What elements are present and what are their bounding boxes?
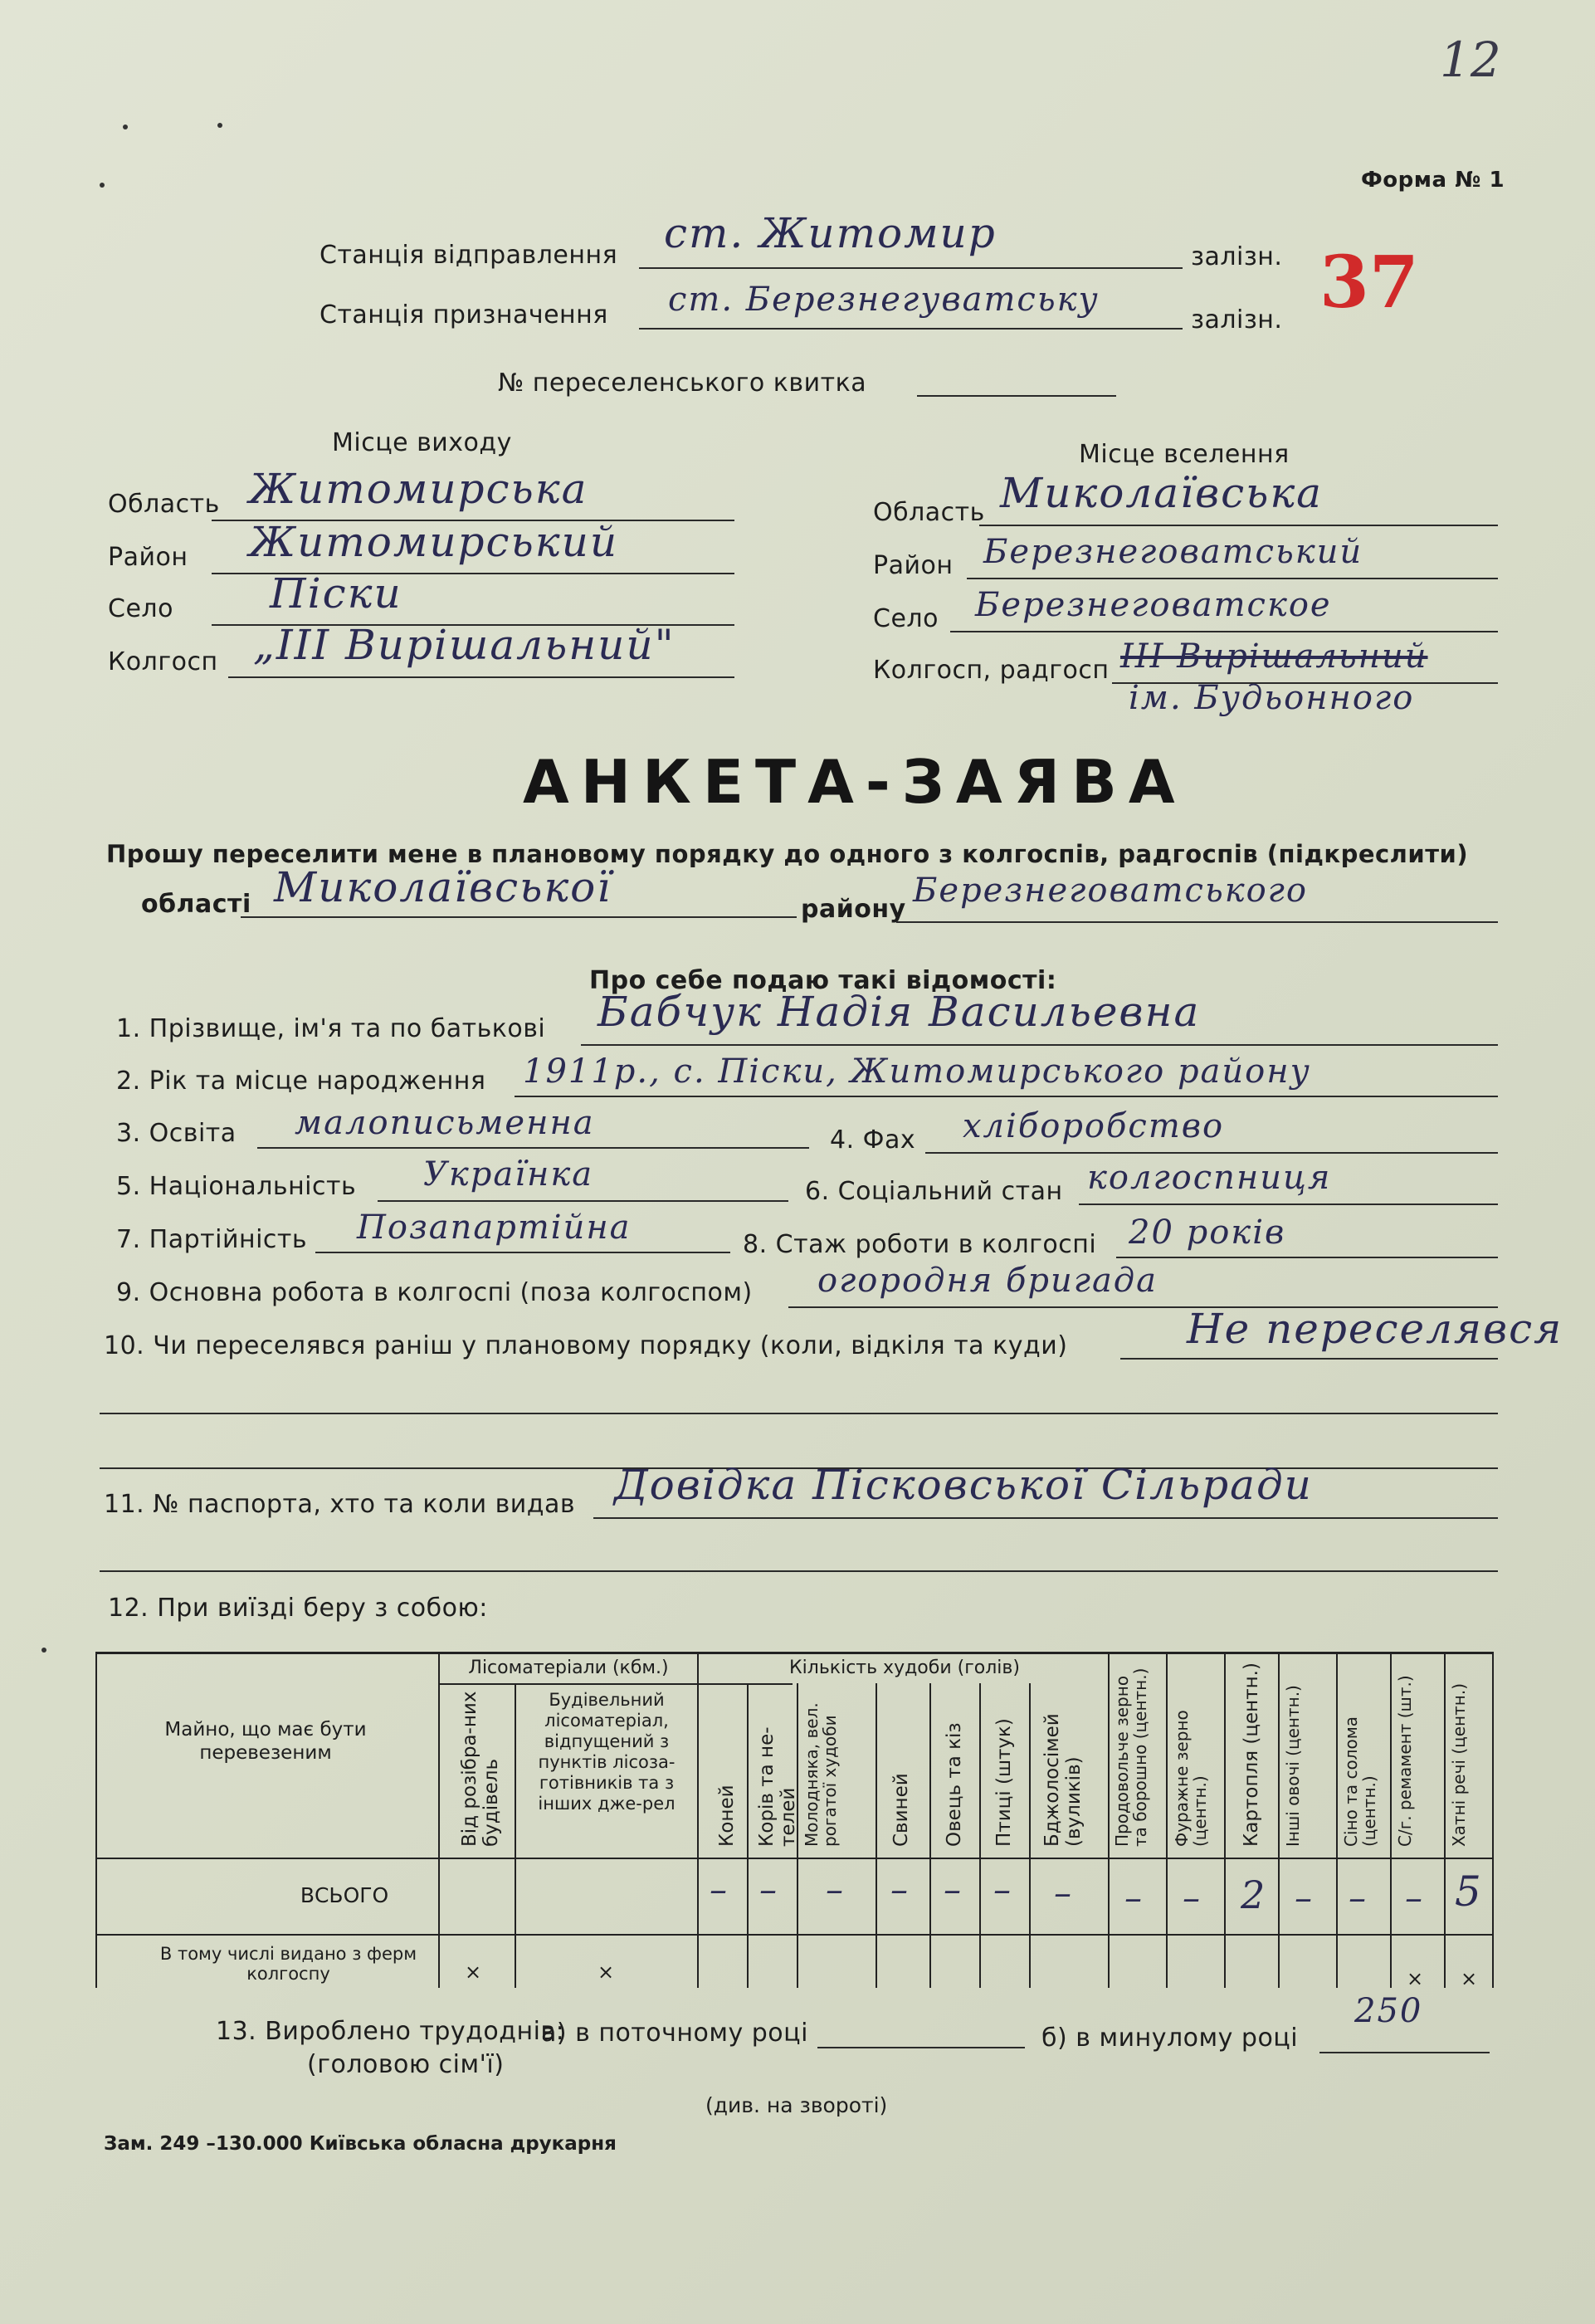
- total-cell: –: [1124, 1877, 1142, 1918]
- workdays-sub-label: (головою сім'ї): [307, 2050, 505, 2079]
- request-oblast-underline: [241, 916, 797, 918]
- total-cell: –: [759, 1869, 777, 1910]
- farm-cell: ×: [1460, 1967, 1478, 1990]
- field-8-value: 20 років: [1129, 1213, 1286, 1252]
- total-cell: –: [993, 1869, 1011, 1910]
- origin-kolhosp-underline: [228, 676, 734, 678]
- field-11-value: Довідка Пісковської Сільради: [614, 1461, 1313, 1509]
- field-9-value: огородня бригада: [817, 1262, 1158, 1300]
- col-header-horses: Коней: [716, 1784, 738, 1847]
- field-10-extra-line: [100, 1413, 1498, 1414]
- binder-hole: [41, 1648, 46, 1653]
- field-1-label: 1. Прізвище, ім'я та по батькові: [116, 1014, 546, 1043]
- total-cell: –: [1295, 1877, 1312, 1918]
- farm-cell: ×: [1406, 1967, 1424, 1990]
- field-3-value: малописьменна: [295, 1104, 595, 1142]
- departure-value: ст. Житомир: [664, 209, 997, 257]
- table-rule: [1278, 1652, 1280, 1988]
- group-timber-header: Лісоматеріали (кбм.): [468, 1658, 669, 1678]
- col-header-fodder: Фуражне зерно (центн.): [1172, 1710, 1210, 1847]
- belongings-table: [95, 1652, 1494, 1988]
- col-header-young-cattle: Молодняка, вел. рогатої худоби: [802, 1702, 840, 1847]
- total-cell: 2: [1241, 1872, 1266, 1917]
- form-title: АНКЕТА-ЗАЯВА: [523, 747, 1187, 817]
- origin-raion-value: Житомирський: [249, 518, 619, 566]
- row-farm-label: В тому числі видано з ферм колгоспу: [159, 1944, 417, 1984]
- field-6-value: колгоспниця: [1087, 1159, 1332, 1197]
- destination-raion-underline: [967, 578, 1498, 579]
- table-rule: [747, 1683, 749, 1988]
- request-raion-label: району: [801, 895, 906, 924]
- table-rule: [697, 1652, 699, 1988]
- workdays-previous-label: б) в минулому році: [1041, 2024, 1299, 2053]
- destination-underline: [639, 328, 1183, 330]
- field-1-underline: [581, 1044, 1498, 1046]
- group-cattle-header: Кількість худоби (голів): [789, 1658, 1020, 1678]
- field-8-underline: [1116, 1257, 1498, 1258]
- departure-rail-label: залізн.: [1191, 242, 1283, 271]
- table-rule: [95, 1934, 1494, 1936]
- farm-cell: ×: [464, 1960, 482, 1984]
- ticket-label: № переселенського квитка: [498, 369, 867, 398]
- table-rule: [1336, 1652, 1338, 1988]
- col-property-header: Майно, що має бути перевезеним: [164, 1719, 367, 1764]
- field-11-underline: [593, 1517, 1498, 1519]
- destination-label: Станція призначення: [319, 300, 608, 330]
- table-rule: [95, 1858, 1494, 1859]
- destination-heading: Місце вселення: [1079, 440, 1290, 469]
- destination-value: ст. Березнегуватську: [668, 281, 1100, 319]
- origin-kolhosp-label: Колгосп: [108, 647, 218, 676]
- destination-kolhosp-label: Колгосп, радгосп: [873, 656, 1110, 685]
- page-number: 12: [1440, 32, 1501, 88]
- request-oblast-value: Миколаївської: [274, 863, 612, 911]
- table-rule: [1108, 1652, 1110, 1988]
- total-cell: –: [944, 1869, 961, 1910]
- origin-kolhosp-value: „III Вирішальний": [253, 621, 676, 669]
- see-back-note: (див. на звороті): [705, 2093, 888, 2117]
- total-cell: –: [1349, 1877, 1366, 1918]
- field-5-label: 5. Національність: [116, 1172, 357, 1201]
- workdays-current-underline: [817, 2047, 1025, 2048]
- field-3-underline: [257, 1147, 809, 1149]
- col-header-vegetables: Інші овочі (центн.): [1283, 1685, 1303, 1847]
- col-header-dismantled: Від розібра-них будівель: [459, 1691, 502, 1847]
- table-rule: [1444, 1652, 1446, 1988]
- total-cell: –: [1405, 1877, 1422, 1918]
- col-header-poultry: Птиці (штук): [993, 1718, 1015, 1847]
- origin-oblast-value: Житомирська: [249, 465, 588, 513]
- table-rule: [1224, 1652, 1226, 1988]
- destination-kolhosp-value: ім. Будьонного: [1129, 679, 1415, 717]
- ticket-underline: [917, 395, 1116, 397]
- field-11-label: 11. № паспорта, хто та коли видав: [104, 1490, 576, 1519]
- table-rule: [438, 1652, 440, 1988]
- destination-oblast-underline: [979, 525, 1498, 526]
- field-11-extra-line: [100, 1570, 1498, 1572]
- table-rule: [95, 1652, 1494, 1654]
- table-rule: [515, 1683, 516, 1988]
- table-rule: [1029, 1683, 1031, 1988]
- destination-rail-label: залізн.: [1191, 305, 1283, 334]
- table-rule: [876, 1683, 877, 1988]
- table-rule: [95, 1652, 97, 1988]
- field-5-value: Українка: [423, 1155, 594, 1194]
- destination-selo-underline: [950, 631, 1498, 632]
- origin-selo-label: Село: [108, 594, 173, 623]
- row-total-label: ВСЬОГО: [300, 1883, 389, 1907]
- field-7-underline: [315, 1252, 730, 1253]
- red-mark: 37: [1319, 241, 1419, 325]
- origin-raion-label: Район: [108, 543, 188, 572]
- field-10-underline: [1120, 1358, 1498, 1360]
- total-cell: –: [1054, 1872, 1071, 1913]
- destination-kolhosp-struck-value: III Вирішальний: [1120, 637, 1428, 676]
- col-header-equipment: С/г. ремамент (шт.): [1395, 1675, 1415, 1847]
- total-cell: –: [1183, 1877, 1200, 1918]
- field-7-value: Позапартійна: [357, 1208, 632, 1247]
- field-3-label: 3. Освіта: [116, 1119, 237, 1148]
- col-header-sheep: Овець та кіз: [944, 1722, 965, 1847]
- workdays-previous-value: 250: [1354, 1992, 1423, 2030]
- table-rule: [1390, 1652, 1392, 1988]
- field-8-label: 8. Стаж роботи в колгоспі: [743, 1230, 1097, 1259]
- farm-cell: ×: [597, 1960, 615, 1984]
- intro-line: Про себе подаю такі відомості:: [589, 966, 1057, 995]
- binder-hole: [217, 123, 222, 128]
- col-header-potatoes: Картопля (центн.): [1241, 1662, 1262, 1847]
- field-10-value: Не переселявся: [1187, 1305, 1563, 1353]
- origin-oblast-label: Область: [108, 490, 220, 519]
- workdays-label: 13. Вироблено трудоднів:: [216, 2017, 565, 2046]
- field-2-underline: [515, 1096, 1498, 1097]
- binder-hole: [100, 183, 105, 188]
- field-2-label: 2. Рік та місце народження: [116, 1067, 486, 1096]
- col-header-household: Хатні речі (центн.): [1449, 1682, 1469, 1847]
- field-12-label: 12. При виїзді беру з собою:: [108, 1594, 488, 1623]
- table-rule: [1492, 1652, 1494, 1988]
- total-cell: –: [710, 1869, 727, 1910]
- destination-oblast-label: Область: [873, 498, 985, 527]
- field-9-label: 9. Основна робота в колгоспі (поза колгоспом): [116, 1278, 753, 1307]
- field-6-underline: [1079, 1204, 1498, 1205]
- departure-underline: [639, 267, 1183, 269]
- col-header-hay: Сіно та солома (центн.): [1341, 1716, 1379, 1847]
- request-raion-value: Березнеговатського: [913, 872, 1308, 910]
- total-cell: –: [890, 1869, 908, 1910]
- request-oblast-label: області: [141, 890, 251, 919]
- table-rule: [440, 1683, 793, 1685]
- field-1-value: Бабчук Надія Васильевна: [598, 988, 1201, 1036]
- request-raion-underline: [896, 921, 1498, 923]
- field-4-underline: [925, 1152, 1498, 1154]
- col-header-beehives: Бджолосімей (вуликів): [1041, 1713, 1085, 1847]
- col-header-pigs: Свиней: [890, 1773, 912, 1847]
- departure-label: Станція відправлення: [319, 241, 618, 270]
- destination-raion-value: Березнеговатський: [983, 533, 1363, 571]
- total-cell: 5: [1455, 1868, 1481, 1916]
- table-rule: [929, 1683, 931, 1988]
- workdays-previous-underline: [1319, 2052, 1490, 2053]
- destination-selo-label: Село: [873, 604, 939, 633]
- field-6-label: 6. Соціальний стан: [805, 1177, 1063, 1206]
- field-5-underline: [378, 1200, 788, 1202]
- destination-oblast-value: Миколаївська: [1000, 469, 1323, 517]
- workdays-current-label: а) в поточному році: [541, 2019, 808, 2048]
- form-label: Форма № 1: [1361, 168, 1505, 193]
- destination-raion-label: Район: [873, 551, 954, 580]
- field-2-value: 1911р., с. Піски, Житомирського району: [523, 1052, 1311, 1091]
- table-rule: [979, 1683, 981, 1988]
- col-header-cows: Корів та не-телей: [756, 1726, 799, 1847]
- col-header-food-grain: Продовольче зерно та борошно (центн.): [1112, 1667, 1150, 1847]
- request-line: Прошу переселити мене в плановому порядку до одного з колгоспів, радгоспів (підкреслити): [106, 840, 1469, 868]
- field-4-value: хліборобство: [963, 1107, 1225, 1145]
- field-10-label: 10. Чи переселявся раніш у плановому порядку (коли, відкіля та куди): [104, 1331, 1068, 1360]
- field-7-label: 7. Партійність: [116, 1225, 308, 1254]
- origin-selo-value: Піски: [270, 569, 402, 618]
- origin-heading: Місце виходу: [332, 428, 512, 457]
- col-header-timber-issued: Будівельний лісоматеріал, відпущений з пунктів лісоза-готівників та з інших дже-рел: [538, 1690, 676, 1814]
- printer-line: Зам. 249 –130.000 Київська обласна друкарня: [104, 2133, 617, 2155]
- total-cell: –: [826, 1869, 843, 1910]
- destination-selo-value: Березнеговатское: [975, 586, 1332, 624]
- table-rule: [1166, 1652, 1168, 1988]
- binder-hole: [123, 124, 128, 129]
- field-4-label: 4. Фах: [830, 1125, 916, 1155]
